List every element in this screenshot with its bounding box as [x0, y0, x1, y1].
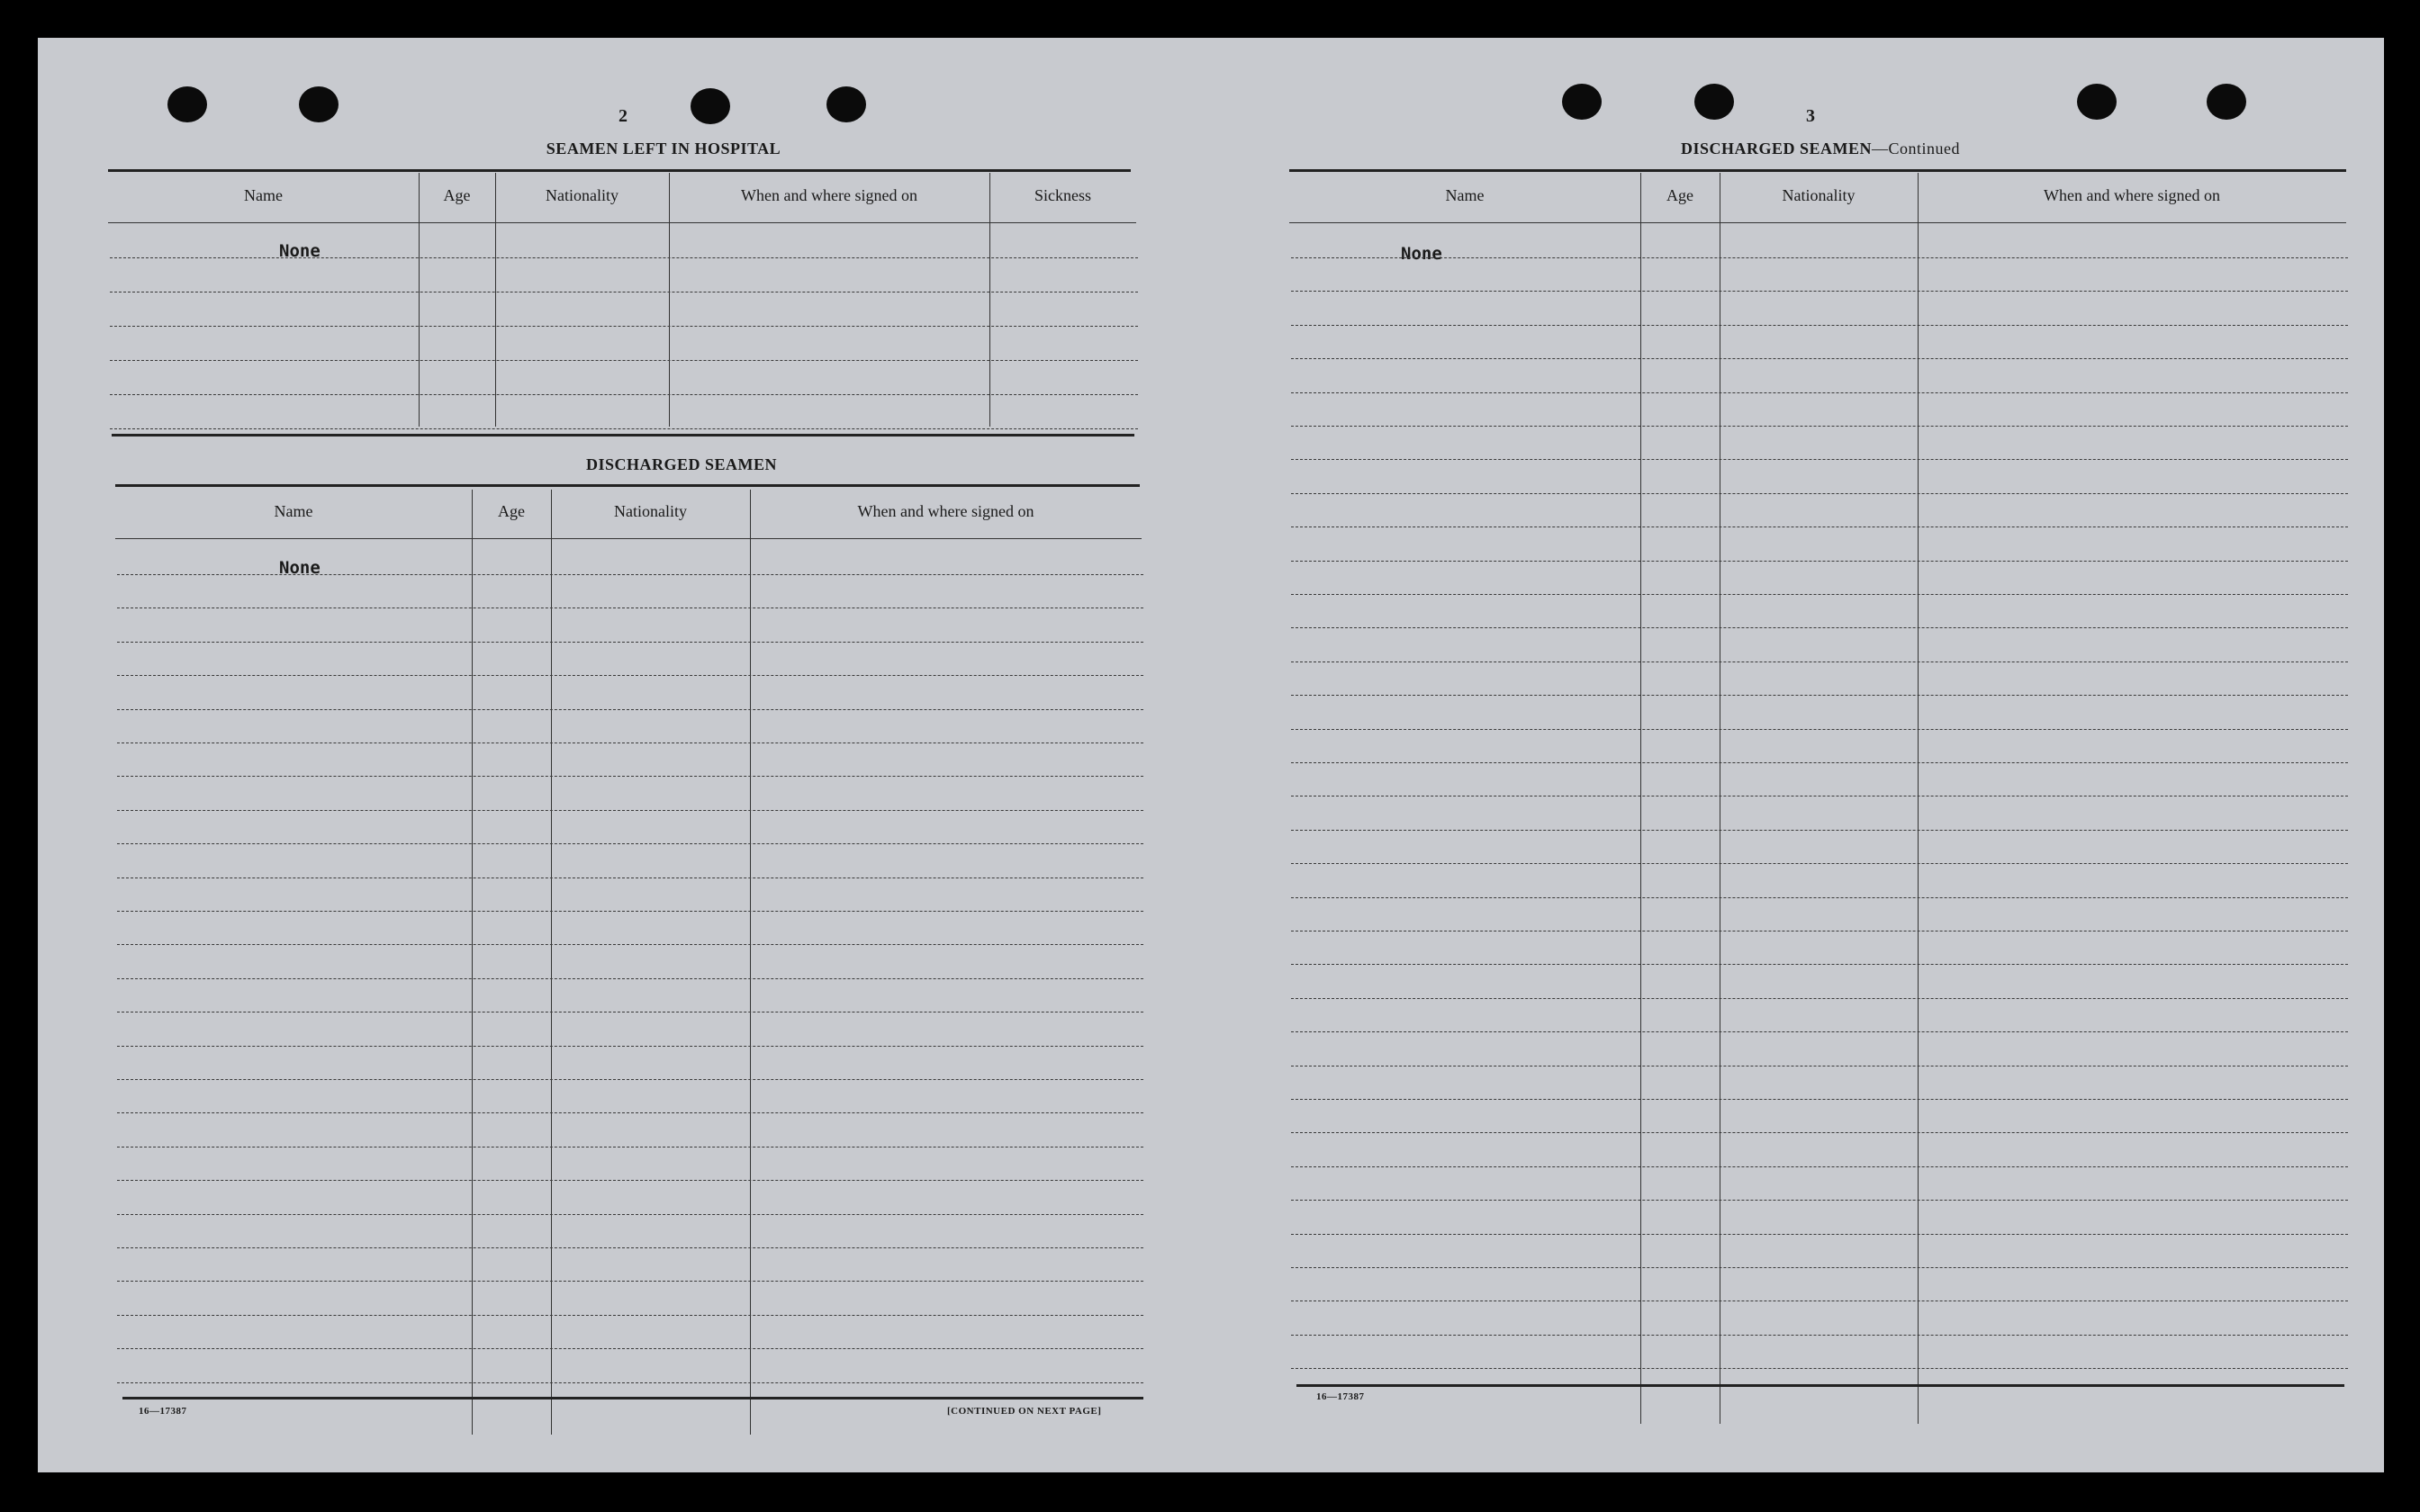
table-row-line [110, 257, 1138, 258]
column-header-nationality: Nationality [546, 186, 619, 204]
punch-hole [2207, 84, 2246, 120]
table-row-line [117, 810, 1143, 811]
table-row-line [1291, 998, 2348, 999]
entry-none: None [279, 558, 321, 578]
table-row-line [117, 1214, 1143, 1215]
table-row-line [1291, 762, 2348, 763]
table-row-line [1291, 392, 2348, 393]
table-row-line [1291, 493, 2348, 494]
column-header-age: Age [498, 502, 525, 520]
header-rule [1289, 222, 2346, 223]
column-divider [472, 490, 473, 1435]
table-row-line [117, 1046, 1143, 1047]
discharged-section-title: DISCHARGED SEAMEN [585, 455, 778, 473]
table-row-line [117, 776, 1143, 777]
table-top-rule [115, 484, 1140, 487]
section-title: DISCHARGED SEAMEN [1680, 140, 1873, 158]
punch-hole [2077, 84, 2117, 120]
column-divider [989, 173, 990, 427]
table-row-line [117, 1247, 1143, 1248]
table-row-line [1291, 426, 2348, 427]
column-header-name: Name [1445, 186, 1485, 204]
table-row-line [1291, 1166, 2348, 1167]
punch-hole [691, 88, 730, 124]
table-row-line [117, 574, 1143, 575]
column-header-sickness: Sickness [1034, 186, 1091, 204]
table-row-line [117, 1281, 1143, 1282]
table-row-line [1291, 830, 2348, 831]
entry-none: None [1401, 244, 1442, 264]
table-row-line [1291, 358, 2348, 359]
table-row-line [117, 1348, 1143, 1349]
table-row-line [117, 1382, 1143, 1383]
document-page [38, 38, 2384, 1472]
table-bottom-rule [112, 434, 1134, 436]
punch-hole [167, 86, 207, 122]
column-header-age: Age [1666, 186, 1693, 204]
table-row-line [117, 742, 1143, 743]
column-header-name: Name [274, 502, 313, 520]
column-header-age: Age [443, 186, 471, 204]
table-row-line [117, 911, 1143, 912]
punch-hole [299, 86, 339, 122]
column-header-signed-on: When and where signed on [2044, 186, 2220, 204]
table-row-line [117, 944, 1143, 945]
table-row-line [1291, 291, 2348, 292]
table-row-line [1291, 863, 2348, 864]
table-row-line [117, 709, 1143, 710]
table-row-line [1291, 1368, 2348, 1369]
table-row-line [117, 843, 1143, 844]
form-number: 16—17387 [139, 1406, 187, 1417]
column-divider [551, 490, 552, 1435]
column-header-nationality: Nationality [614, 502, 687, 520]
column-divider [669, 173, 670, 427]
table-row-line [117, 978, 1143, 979]
header-rule [115, 538, 1142, 539]
table-row-line [117, 1147, 1143, 1148]
table-row-line [1291, 931, 2348, 932]
column-divider [1918, 173, 1919, 1424]
column-divider [419, 173, 420, 427]
column-divider [1640, 173, 1641, 1424]
entry-none: None [279, 241, 321, 261]
column-header-nationality: Nationality [1782, 186, 1856, 204]
table-row-line [1291, 526, 2348, 527]
page-number: 2 [619, 106, 628, 126]
table-row-line [1291, 1335, 2348, 1336]
table-top-rule [108, 169, 1131, 172]
hospital-section-title: SEAMEN LEFT IN HOSPITAL [546, 140, 781, 158]
table-row-line [117, 1180, 1143, 1181]
table-row-line [1291, 257, 2348, 258]
table-row-line [1291, 459, 2348, 460]
continued-suffix: —Continued [1872, 140, 1961, 158]
column-header-signed-on: When and where signed on [741, 186, 917, 204]
table-row-line [117, 642, 1143, 643]
column-header-signed-on: When and where signed on [857, 502, 1034, 520]
table-row-line [1291, 325, 2348, 326]
table-row-line [110, 428, 1138, 429]
table-row-line [1291, 1132, 2348, 1133]
table-bottom-rule [1296, 1384, 2344, 1387]
table-row-line [1291, 1099, 2348, 1100]
table-row-line [110, 394, 1138, 395]
table-row-line [1291, 964, 2348, 965]
table-row-line [1291, 1267, 2348, 1268]
punch-hole [826, 86, 866, 122]
page-number: 3 [1806, 106, 1815, 126]
column-divider [750, 490, 751, 1435]
table-row-line [1291, 1200, 2348, 1201]
column-divider [495, 173, 496, 427]
table-row-line [117, 1315, 1143, 1316]
table-row-line [1291, 695, 2348, 696]
table-row-line [110, 360, 1138, 361]
discharged-continued-title [1640, 140, 2000, 158]
header-rule [108, 222, 1136, 223]
table-row-line [1291, 627, 2348, 628]
table-row-line [1291, 561, 2348, 562]
table-row-line [1291, 897, 2348, 898]
table-row-line [117, 675, 1143, 676]
punch-hole [1562, 84, 1602, 120]
continued-note: [CONTINUED ON NEXT PAGE] [947, 1406, 1102, 1417]
table-row-line [1291, 1300, 2348, 1301]
table-row-line [1291, 1234, 2348, 1235]
table-top-rule [1289, 169, 2346, 172]
table-row-line [117, 1079, 1143, 1080]
column-header-name: Name [244, 186, 283, 204]
table-row-line [1291, 594, 2348, 595]
table-row-line [110, 326, 1138, 327]
table-row-line [1291, 1031, 2348, 1032]
table-row-line [1291, 729, 2348, 730]
table-row-line [117, 1112, 1143, 1113]
punch-hole [1694, 84, 1734, 120]
table-bottom-rule [122, 1397, 1143, 1400]
form-number: 16—17387 [1316, 1391, 1365, 1402]
